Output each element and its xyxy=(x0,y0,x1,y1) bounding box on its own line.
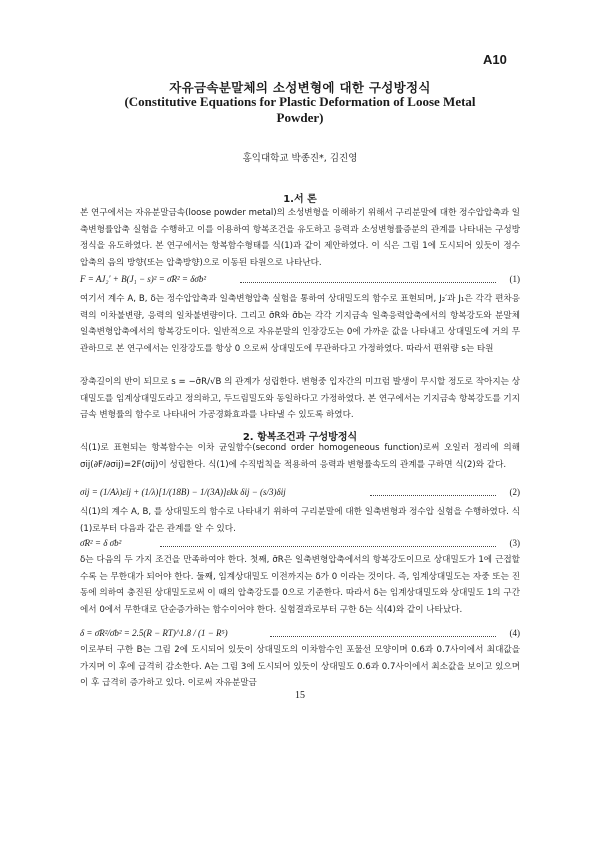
equation-4-body: δ = σ̄R²/σ̄b² = 2.5(R − RT)^1.8 / (1 − R⁵) xyxy=(80,628,228,638)
section-2-para-1: 식(1)로 표현되는 항복함수는 이차 균일함수(second order homogeneous function)로써 오일러 정리에 의해 σij(∂F/∂σij)=2F(σij)이 성립한다. 식(1)에 수직법칙을 적용하여 응력과 변형률속도의 관계를 구하면 식(2)와 같다. xyxy=(80,443,520,470)
section-2-para-4: 이로부터 구한 B는 그림 2에 도시되어 있듯이 상대밀도의 이차함수인 포물선 모양이며 0.6과 0.7사이에서 최대값을 가지며 이 후에 급격히 감소한다. A는 그림 3에 도시되어 있듯이 상대밀도 0.6과 0.7사이에서 최소값을 보이고 있으며 이 후 급격히 증가하고 있다. 이로써 자유분말금 xyxy=(80,645,520,689)
equation-2-body: σij = (1/Aλ)ε̇ij + (1/λ)[1/(18B) − 1/(3A)]ε̇kk δij − (s/3)δij xyxy=(80,487,286,497)
section-1-heading: 1.서 론 xyxy=(283,194,317,205)
section-2-heading: 2. 항복조건과 구성방정식 xyxy=(242,432,358,443)
equation-1 xyxy=(80,274,520,290)
equation-4-leader xyxy=(270,636,496,637)
equation-1-body: F = AJ₂′ + B(J₁ − s)² = σ̄R² = δσ̄b² xyxy=(80,274,207,284)
page-number: 15 xyxy=(295,690,305,701)
section-1-para-2a: 여기서 계수 A, B, δ는 정수압압축과 일축변형압축 실험을 통하여 상대밀도의 함수로 표현되며, J₂′과 J₁은 각각 편차응력의 이차불변량, 응력의 일차불변량이다. 그리고 σ̄R와 σ̄b는 각각 기지금속 일축응력압축에서의 항복강도와 분말체 일축변형압축에서의 항복강도이다. 일반적으로 자유분말의 인장강도는 0에 가까운 값을 나타내고 상대밀도에 거의 무관하므로 본 연구에서는 인장강도를 항상 0 으로써 상대밀도에 무관하다고 가정하였다. 따라서 편위량 s는 타원 xyxy=(80,294,520,354)
equation-2-leader xyxy=(370,495,496,496)
equation-4-number: (4) xyxy=(509,628,520,638)
title-korean: 자유금속분말체의 소성변형에 대한 구성방정식 xyxy=(169,80,431,95)
title-english: (Constitutive Equations for Plastic Deformation of Loose Metal Powder) xyxy=(124,94,476,125)
section-2-para-3: δ는 다음의 두 가지 조건을 만족하여야 한다. 첫째, σ̄R은 일축변형압축에서의 항복강도이므로 상대밀도가 1에 근접할수록 는 무한대가 되어야 한다. 둘째, 임계상대밀도 이전까지는 δ가 0 이라는 것이다. 즉, 임계상대밀도는 자중 또는 진동에 의하여 충진된 상대밀도로써 이 때의 압축강도를 0으로 기준한다. 따라서 δ는 임계상대밀도와 상대밀도 1의 구간에서 0에서 무한대로 단순증가하는 함수이어야 한다. 실험결과로부터 구한 δ는 식(4)와 같이 나타났다. xyxy=(80,555,520,615)
equation-3-body: σ̄R² = δ σ̄b² xyxy=(80,538,122,548)
equation-3-number: (3) xyxy=(509,538,520,548)
section-1-para-1: 본 연구에서는 자유분말금속(loose powder metal)의 소성변형을 이해하기 위해서 구리분말에 대한 정수압압축과 일축변형률압축 실험을 수행하고 이를 이용하여 항복조건을 유도하고 응력과 소성변형률증분의 관계를 나타내는 구성방정식을 유도하였다. 본 연구에서는 항복함수형태를 식(1)과 같이 제안하였다. 이 식은 그림 1에 도시되어 있듯이 정수압축의 음의 방향(또는 압축방향)으로 이동된 타원으로 나타난다. xyxy=(80,208,520,268)
equation-1-number: (1) xyxy=(509,274,520,284)
paper-code: A10 xyxy=(483,52,507,67)
section-2-para-2: 식(1)의 계수 A, B, 를 상대밀도의 함수로 나타내기 위하여 구리분말에 대한 일축변형과 정수압 실험을 수행하였다. 식(1)로부터 다음과 같은 관계를 알 수 있다. xyxy=(80,507,520,534)
equation-2 xyxy=(80,487,520,503)
section-1-para-2b: 장축길이의 반이 되므로 s = −σ̄R/√B 의 관계가 성립한다. 변형중 입자간의 미끄럼 발생이 무시할 정도로 작아지는 상대밀도를 임계상대밀도라고 정의하고, 두드림밀도와 동일하다고 가정하였다. 본 연구에서는 기지금속 항복강도를 기지금속 변형률의 함수로 나타내어 가공경화효과를 나타낼 수 있도록 하였다. xyxy=(80,377,520,421)
authors: 홍익대학교 박종진*, 김진영 xyxy=(242,153,358,164)
equation-1-leader xyxy=(240,282,496,283)
equation-3-leader xyxy=(160,546,496,547)
equation-2-number: (2) xyxy=(509,487,520,497)
